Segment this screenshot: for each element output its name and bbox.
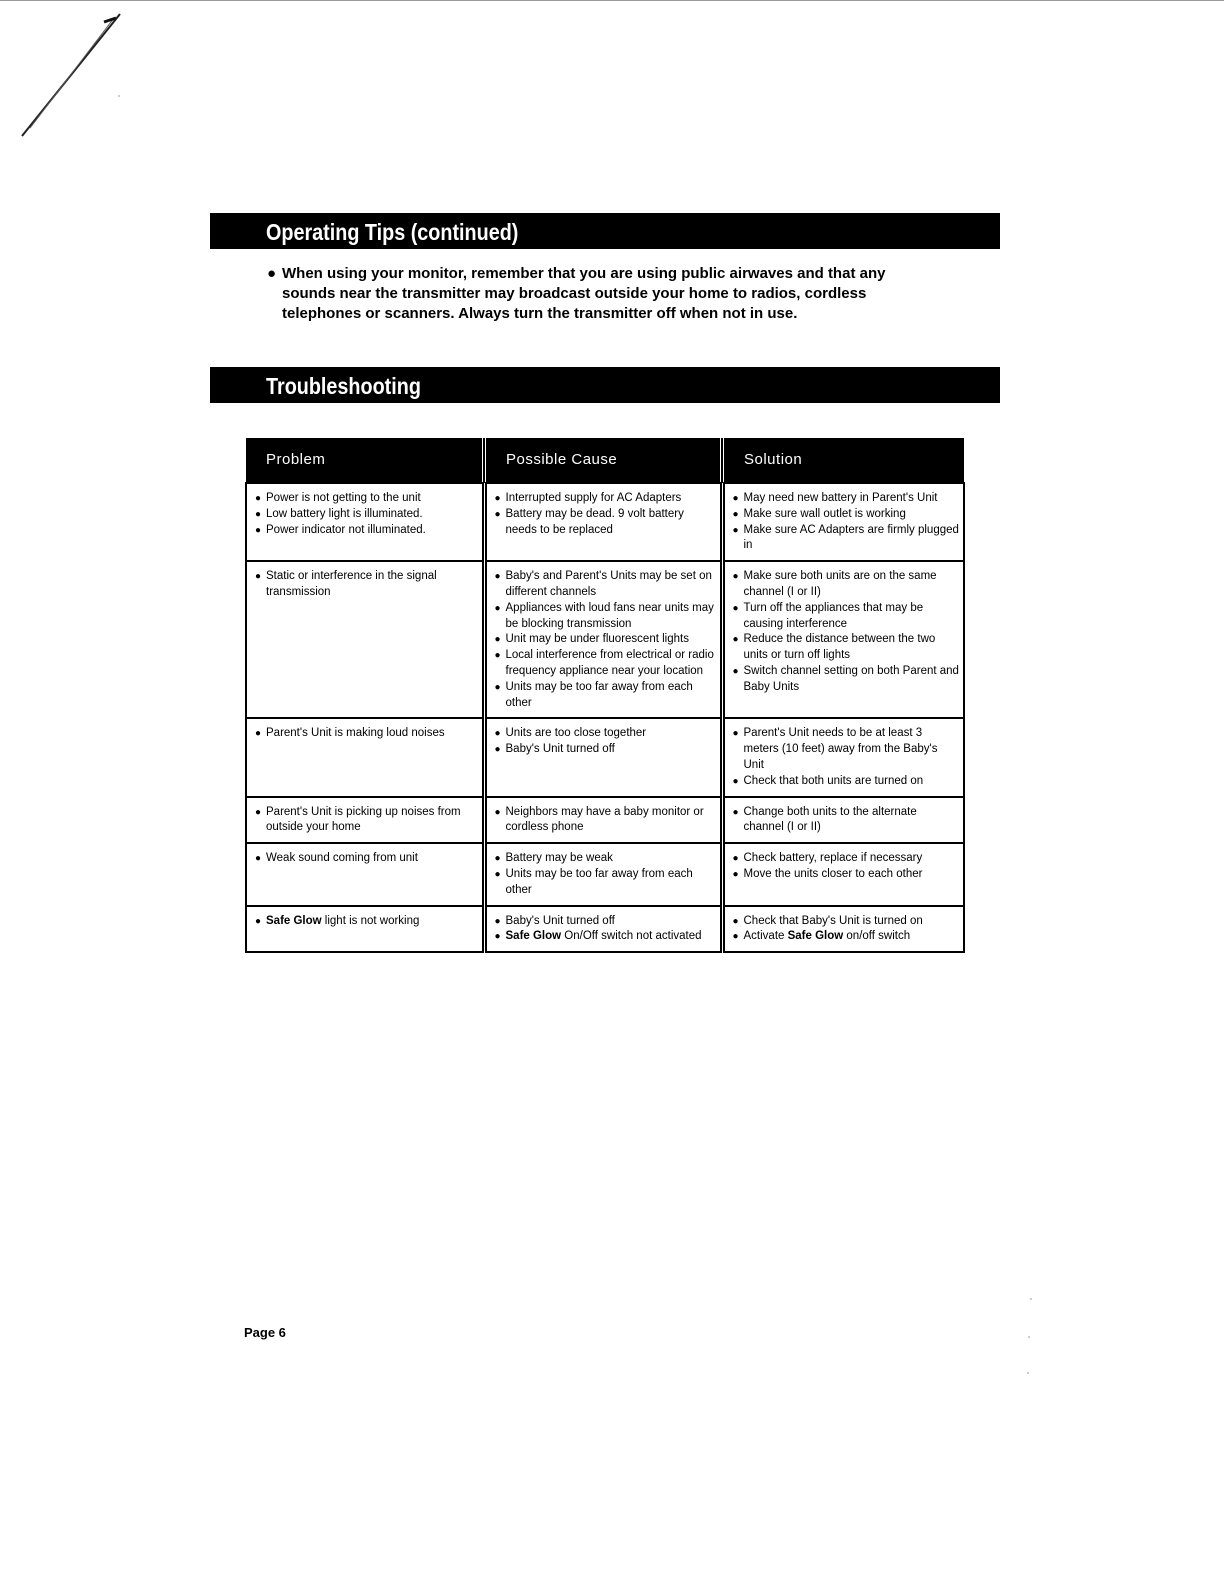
- cause-cell: [484, 718, 722, 796]
- problem-cell: [246, 797, 484, 844]
- solution-cell: [722, 561, 964, 718]
- scan-speck: [1028, 1336, 1030, 1338]
- list-item: ● Activate Safe Glow on/off switch: [733, 929, 960, 945]
- table-row: [246, 483, 964, 561]
- list-item: ● Parent's Unit is making loud noises: [255, 726, 478, 742]
- operating-tip-text: When using your monitor, remember that you are using public airwaves and that any sounds near the transmitter may broadcast outside your home to radios, cordless telephones or scanners. Always turn the transmitter off when not in use.: [282, 265, 886, 322]
- header-possible-cause: Possible Cause: [484, 438, 722, 483]
- list-item: ● Battery may be weak: [495, 851, 716, 867]
- list-item: ● Baby's Unit turned off: [495, 742, 716, 758]
- list-item: ● Move the units closer to each other: [733, 867, 960, 883]
- operating-tip-item: [267, 264, 927, 324]
- problem-cell: [246, 561, 484, 718]
- list-item: ● Make sure both units are on the same channel (I or II): [733, 569, 960, 601]
- list-item: ● Low battery light is illuminated.: [255, 507, 478, 523]
- scan-speck: [1027, 1372, 1029, 1374]
- header-problem: Problem: [246, 438, 484, 483]
- list-item: ● Check that both units are turned on: [733, 774, 960, 790]
- pen-stroke-mark: [8, 8, 128, 138]
- operating-tips-heading: Operating Tips (continued): [210, 213, 1000, 249]
- list-item: ● Check that Baby's Unit is turned on: [733, 914, 960, 930]
- solution-cell: [722, 906, 964, 953]
- table-row: [246, 797, 964, 844]
- list-item: ● Make sure wall outlet is working: [733, 507, 960, 523]
- list-item: ● Change both units to the alternate channel (I or II): [733, 805, 960, 837]
- table-row: [246, 718, 964, 796]
- list-item: ● Unit may be under fluorescent lights: [495, 632, 716, 648]
- list-item: ● Parent's Unit needs to be at least 3 meters (10 feet) away from the Baby's Unit: [733, 726, 960, 773]
- bullet-icon: ●: [267, 265, 277, 282]
- list-item: ● Battery may be dead. 9 volt battery needs to be replaced: [495, 507, 716, 539]
- list-item: ● Weak sound coming from unit: [255, 851, 478, 867]
- list-item: ● Interrupted supply for AC Adapters: [495, 491, 716, 507]
- problem-cell: [246, 906, 484, 953]
- problem-cell: [246, 718, 484, 796]
- list-item: ● Check battery, replace if necessary: [733, 851, 960, 867]
- list-item: ● Safe Glow On/Off switch not activated: [495, 929, 716, 945]
- cause-cell: [484, 906, 722, 953]
- list-item: ● Power indicator not illuminated.: [255, 523, 478, 539]
- list-item: ● Neighbors may have a baby monitor or cordless phone: [495, 805, 716, 837]
- problem-cell: [246, 483, 484, 561]
- solution-cell: [722, 797, 964, 844]
- cause-cell: [484, 843, 722, 905]
- list-item: ● Safe Glow light is not working: [255, 914, 478, 930]
- list-item: ● Reduce the distance between the two units or turn off lights: [733, 632, 960, 664]
- solution-cell: [722, 843, 964, 905]
- list-item: ● Units may be too far away from each other: [495, 867, 716, 899]
- cause-cell: [484, 561, 722, 718]
- list-item: ● May need new battery in Parent's Unit: [733, 491, 960, 507]
- list-item: ● Make sure AC Adapters are firmly plugged in: [733, 523, 960, 555]
- list-item: ● Baby's and Parent's Units may be set on different channels: [495, 569, 716, 601]
- solution-cell: [722, 718, 964, 796]
- list-item: ● Parent's Unit is picking up noises from outside your home: [255, 805, 478, 837]
- solution-cell: [722, 483, 964, 561]
- list-item: ● Local interference from electrical or radio frequency appliance near your location: [495, 648, 716, 680]
- table-row: [246, 843, 964, 905]
- list-item: ● Static or interference in the signal transmission: [255, 569, 478, 601]
- troubleshooting-heading: Troubleshooting: [210, 367, 1000, 403]
- list-item: ● Units are too close together: [495, 726, 716, 742]
- list-item: ● Switch channel setting on both Parent and Baby Units: [733, 664, 960, 696]
- table-row: [246, 561, 964, 718]
- list-item: ● Units may be too far away from each other: [495, 680, 716, 712]
- cause-cell: [484, 797, 722, 844]
- list-item: ● Baby's Unit turned off: [495, 914, 716, 930]
- header-solution: Solution: [722, 438, 964, 483]
- cause-cell: [484, 483, 722, 561]
- table-row-safe-glow: [246, 906, 964, 953]
- scan-speck: [118, 95, 120, 97]
- list-item: ● Power is not getting to the unit: [255, 491, 478, 507]
- scan-top-edge: [0, 0, 1224, 1]
- problem-cell: [246, 843, 484, 905]
- list-item: ● Appliances with loud fans near units may be blocking transmission: [495, 601, 716, 633]
- list-item: ● Turn off the appliances that may be causing interference: [733, 601, 960, 633]
- troubleshooting-table: [245, 438, 965, 953]
- scan-speck: [1030, 1298, 1032, 1300]
- page-number: Page 6: [244, 1325, 286, 1340]
- table-header-row: [246, 438, 964, 483]
